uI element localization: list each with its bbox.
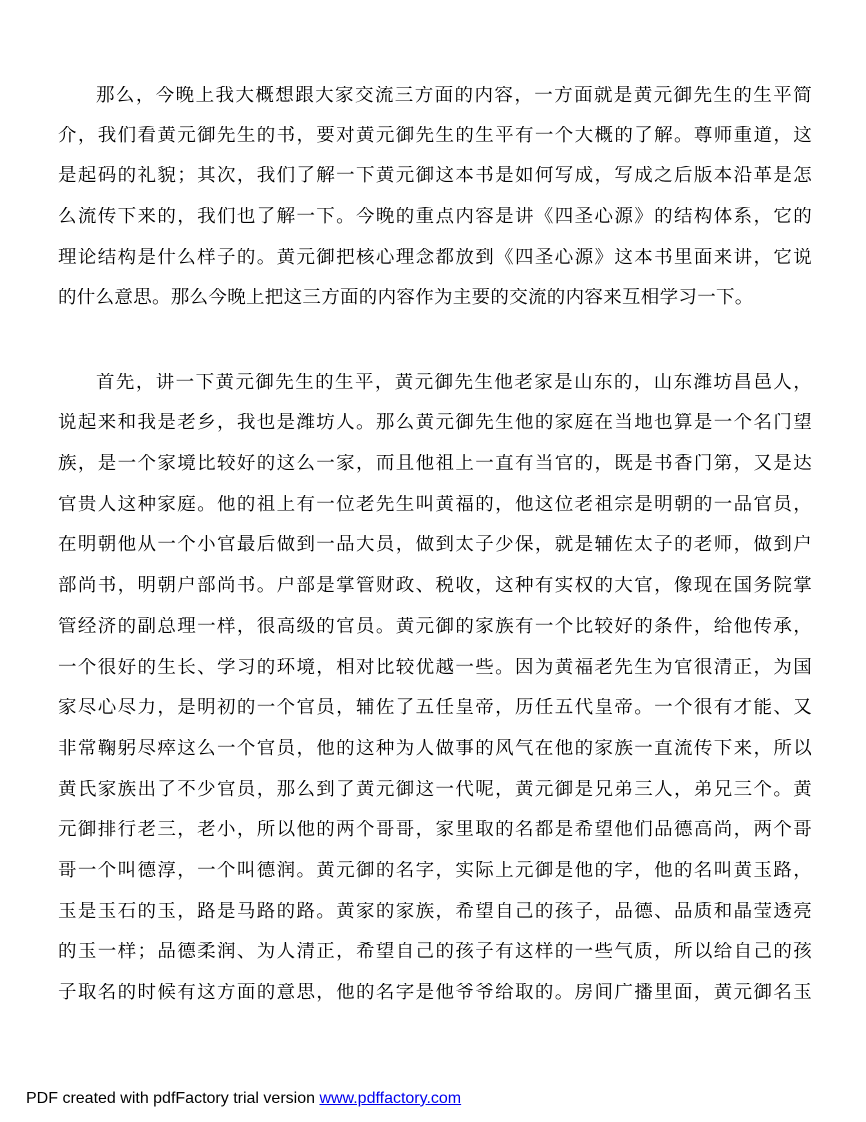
paragraph-2-line-12: 元御排行老三，老小，所以他的两个哥哥，家里取的名都是希望他们品德高尚，两个哥	[58, 820, 812, 840]
paragraph-1-line-3: 是起码的礼貌；其次，我们了解一下黄元御这本书是如何写成，写成之后版本沿革是怎	[58, 166, 812, 186]
paragraph-2-line-3: 族，是一个家境比较好的这么一家，而且他祖上一直有当官的，既是书香门第，又是达	[58, 454, 812, 474]
paragraph-1-line-2: 介，我们看黄元御先生的书，要对黄元御先生的生平有一个大概的了解。尊师重道，这	[58, 126, 812, 146]
footer-link[interactable]: www.pdffactory.com	[319, 1090, 462, 1107]
paragraph-2-line-7: 管经济的副总理一样，很高级的官员。黄元御的家族有一个比较好的条件，给他传承，	[58, 617, 812, 637]
paragraph-2-line-14: 玉是玉石的玉，路是马路的路。黄家的家族，希望自己的孩子，品德、品质和晶莹透亮	[58, 902, 812, 922]
paragraph-2-line-9: 家尽心尽力，是明初的一个官员，辅佐了五任皇帝，历任五代皇帝。一个很有才能、又	[58, 698, 812, 718]
paragraph-2-line-11: 黄氏家族出了不少官员，那么到了黄元御这一代呢，黄元御是兄弟三人，弟兄三个。黄	[58, 780, 812, 800]
paragraph-2-line-8: 一个很好的生长、学习的环境，相对比较优越一些。因为黄福老先生为官很清正，为国	[58, 658, 812, 678]
paragraph-2-line-16: 子取名的时候有这方面的意思，他的名字是他爷爷给取的。房间广播里面，黄元御名玉	[58, 983, 812, 1003]
pdf-footer	[26, 1089, 461, 1109]
paragraph-1-line-6: 的什么意思。那么今晚上把这三方面的内容作为主要的交流的内容来互相学习一下。	[58, 288, 754, 308]
footer-text: PDF created with pdfFactory trial version	[26, 1090, 320, 1107]
paragraph-2-line-6: 部尚书，明朝户部尚书。户部是掌管财政、税收，这种有实权的大官，像现在国务院掌	[58, 576, 812, 596]
paragraph-2-line-15: 的玉一样；品德柔润、为人清正，希望自己的孩子有这样的一些气质，所以给自己的孩	[58, 942, 812, 962]
paragraph-1-line-1: 那么，今晚上我大概想跟大家交流三方面的内容，一方面就是黄元御先生的生平简	[96, 86, 812, 106]
paragraph-1-line-5: 理论结构是什么样子的。黄元御把核心理念都放到《四圣心源》这本书里面来讲，它说	[58, 248, 812, 268]
paragraph-1-line-4: 么流传下来的，我们也了解一下。今晚的重点内容是讲《四圣心源》的结构体系，它的	[58, 207, 812, 227]
paragraph-2-line-5: 在明朝他从一个小官最后做到一品大员，做到太子少保，就是辅佐太子的老师，做到户	[58, 535, 812, 555]
paragraph-2-line-10: 非常鞠躬尽瘁这么一个官员，他的这种为人做事的风气在他的家族一直流传下来，所以	[58, 739, 812, 759]
paragraph-2-line-2: 说起来和我是老乡，我也是潍坊人。那么黄元御先生他的家庭在当地也算是一个名门望	[58, 413, 812, 433]
paragraph-2-line-13: 哥一个叫德淳，一个叫德润。黄元御的名字，实际上元御是他的字，他的名叫黄玉路，	[58, 861, 812, 881]
paragraph-2-line-1: 首先，讲一下黄元御先生的生平，黄元御先生他老家是山东的，山东潍坊昌邑人，	[96, 373, 812, 393]
paragraph-2-line-4: 官贵人这种家庭。他的祖上有一位老先生叫黄福的，他这位老祖宗是明朝的一品官员，	[58, 495, 812, 515]
